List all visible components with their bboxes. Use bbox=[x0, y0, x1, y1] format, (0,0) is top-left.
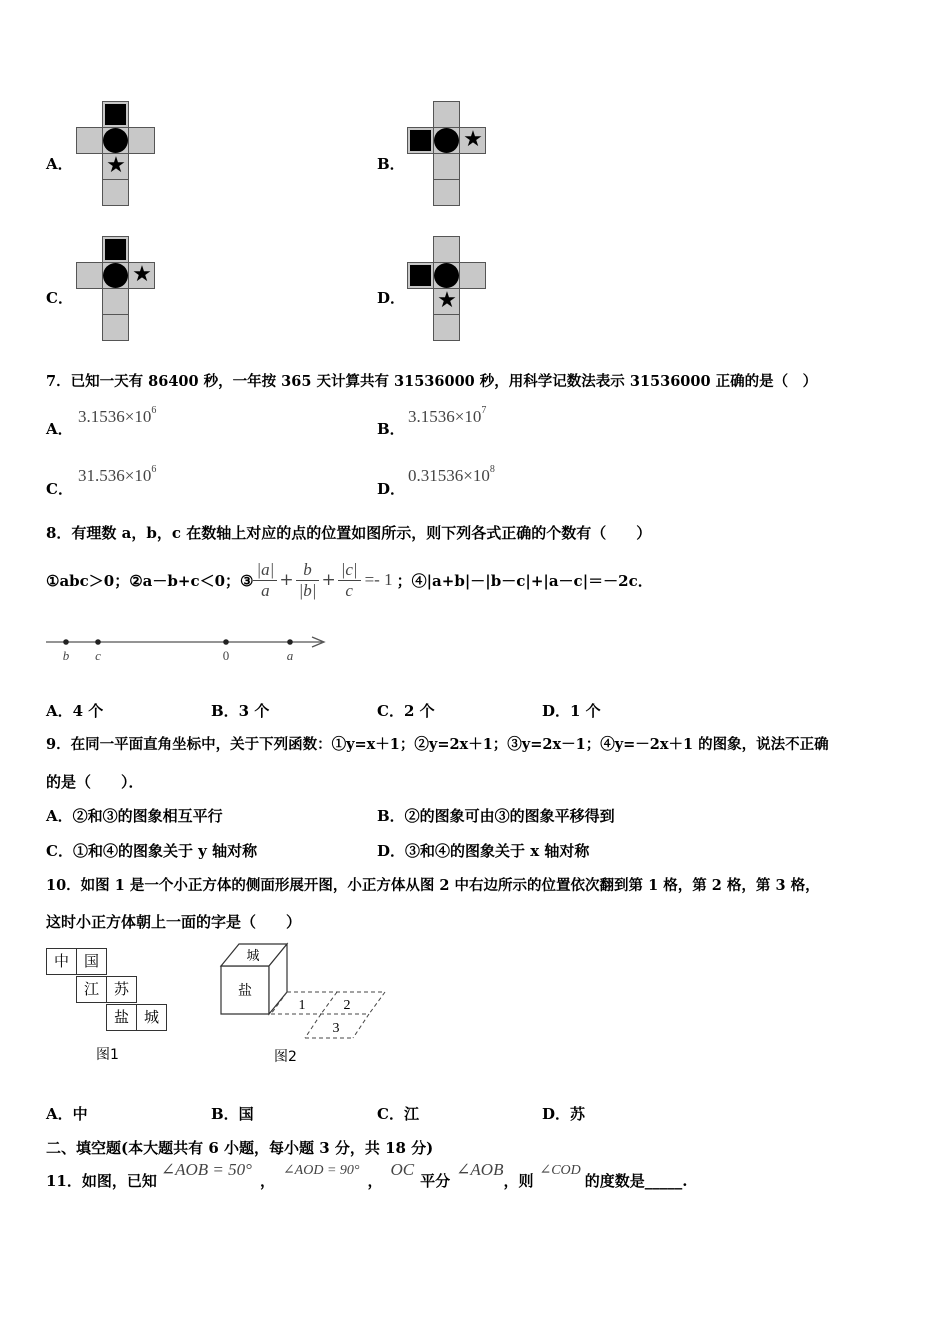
q9-stem-line2: 的是（ ）． bbox=[46, 773, 144, 791]
star-icon: ★ bbox=[132, 262, 152, 287]
net-cell: 江 bbox=[76, 976, 107, 1003]
axis-label-0: 0 bbox=[222, 648, 230, 663]
q10-option-a: A．中 bbox=[46, 1105, 88, 1123]
q7-option-c-label: C． bbox=[46, 480, 73, 498]
q10-option-c: C．江 bbox=[377, 1105, 419, 1123]
q8-part1: ①abc＞0；②a－b+c＜0；③ bbox=[46, 571, 254, 590]
q7-stem: 7．已知一天有 86400 秒，一年按 365 天计算共有 31536000 秒，用科学记数法表示 31536000 正确的是（ ） bbox=[46, 373, 818, 390]
q11-angle-cod: ∠COD bbox=[539, 1162, 581, 1178]
q11-oc: OC bbox=[390, 1160, 415, 1179]
cube-front-char: 盐 bbox=[238, 983, 252, 999]
square-icon bbox=[105, 104, 126, 125]
q8-frac2: $\frac{b}{|b|}$ bbox=[296, 560, 320, 601]
q10-stem-line2: 这时小正方体朝上一面的字是（ ） bbox=[46, 913, 302, 931]
q11-prefix: 11．如图，已知 bbox=[46, 1171, 157, 1190]
fig2-caption: 图2 bbox=[274, 1049, 297, 1065]
q7-option-c-value: $31.536\times 10^6$ bbox=[78, 464, 157, 485]
q11-angle-aob: ∠AOB bbox=[456, 1160, 504, 1179]
star-icon: ★ bbox=[106, 153, 126, 178]
q10-option-b: B．国 bbox=[211, 1105, 254, 1123]
circle-icon bbox=[434, 263, 459, 288]
q6-option-a-label: A． bbox=[46, 155, 73, 173]
grid-number: 2 bbox=[343, 998, 351, 1013]
q8-frac1: $\frac{|a|}{a}$ bbox=[253, 560, 277, 601]
q6-option-d-label: D． bbox=[377, 289, 406, 307]
star-icon: ★ bbox=[463, 127, 483, 152]
square-icon bbox=[105, 239, 126, 260]
q9-option-b: B．②的图象可由③的图象平移得到 bbox=[377, 807, 615, 825]
q10-option-d: D．苏 bbox=[542, 1105, 586, 1123]
q9-option-a: A．②和③的图象相互平行 bbox=[46, 807, 223, 825]
circle-icon bbox=[434, 128, 459, 153]
q7-option-b-label: B． bbox=[377, 420, 405, 438]
q8-option-b: B．3 个 bbox=[211, 702, 270, 720]
net-cell: 国 bbox=[76, 948, 107, 975]
axis-point-b bbox=[63, 639, 69, 645]
circle-icon bbox=[103, 263, 128, 288]
net-cell: 盐 bbox=[106, 1004, 137, 1031]
q9-option-c: C．①和④的图象关于 y 轴对称 bbox=[46, 842, 258, 860]
axis-point-0 bbox=[223, 639, 229, 645]
q7-option-d-label: D． bbox=[377, 480, 406, 498]
q8-part2: ；④|a+b|－|b－c|+|a－c|＝－2c． bbox=[396, 571, 653, 590]
q8-number-line bbox=[40, 628, 340, 668]
q6-option-b-label: B． bbox=[377, 155, 405, 173]
axis-label-b: b bbox=[62, 648, 70, 663]
q6-option-c-net bbox=[76, 236, 156, 342]
q6-option-a-net bbox=[76, 101, 156, 207]
section2-title: 二、填空题(本大题共有 6 小题，每小题 3 分，共 18 分) bbox=[46, 1139, 434, 1157]
dashed-grid bbox=[271, 992, 385, 1038]
q6-option-c-label: C． bbox=[46, 289, 73, 307]
cube-top-char: 城 bbox=[246, 949, 260, 964]
fig1-caption: 图1 bbox=[96, 1047, 119, 1063]
q10-figure1 bbox=[46, 948, 166, 1068]
q11-suffix: 的度数是_____. bbox=[584, 1171, 688, 1190]
grid-number: 1 bbox=[298, 998, 306, 1013]
axis-point-a bbox=[287, 639, 293, 645]
q6-option-b-net bbox=[407, 101, 487, 207]
square-icon bbox=[410, 265, 431, 286]
net-cell: 中 bbox=[46, 948, 77, 975]
q7-option-d-value: $0.31536\times 10^8$ bbox=[408, 464, 495, 485]
q11-angle-aod-90: ∠AOD = 90° bbox=[282, 1162, 360, 1178]
q8-stem: 8．有理数 a，b，c 在数轴上对应的点的位置如图所示，则下列各式正确的个数有（ ） bbox=[46, 524, 652, 542]
circle-icon bbox=[103, 128, 128, 153]
axis-label-a: a bbox=[286, 648, 294, 663]
axis-label-c: c bbox=[95, 648, 101, 663]
q8-frac3: $\frac{|c|}{c}$ bbox=[338, 560, 361, 601]
q6-option-d-net bbox=[407, 236, 487, 342]
star-icon: ★ bbox=[437, 288, 457, 313]
q8-statements: ①abc＞0；②a－b+c＜0；③ $\frac{|a|}{a}$ + $\frac{b}{|b|}$ + $\frac{|c|}{c}$ =- 1 ；④|a+b|－|b－c|+|a－c|＝－2c． bbox=[46, 559, 653, 600]
q10-figure2 bbox=[215, 938, 395, 1048]
q8-option-d: D．1 个 bbox=[542, 702, 601, 720]
square-icon bbox=[410, 130, 431, 151]
q9-option-d: D．③和④的图象关于 x 轴对称 bbox=[377, 842, 590, 860]
net-cell: 苏 bbox=[106, 976, 137, 1003]
q7-option-b-value: $3.1536\times 10^7$ bbox=[408, 405, 487, 426]
q8-option-c: C．2 个 bbox=[377, 702, 435, 720]
q7-option-a-value: $3.1536\times 10^6$ bbox=[78, 405, 157, 426]
q10-stem-line1: 10．如图 1 是一个小正方体的侧面形展开图，小正方体从图 2 中右边所示的位置依次翻到第 1 格，第 2 格，第 3 格， bbox=[46, 877, 820, 894]
q11-line: 11．如图，已知 ∠AOB = 50° ， ∠AOD = 90° ， OC 平分 ∠AOB ，则 ∠COD 的度数是_____. bbox=[46, 1160, 688, 1190]
q8-equals: =- 1 bbox=[364, 570, 393, 589]
net-cell: 城 bbox=[136, 1004, 167, 1031]
grid-number: 3 bbox=[332, 1021, 340, 1036]
axis-point-c bbox=[95, 639, 101, 645]
q7-option-a-label: A． bbox=[46, 420, 73, 438]
q9-stem-line1: 9．在同一平面直角坐标中，关于下列函数：①y=x＋1；②y=2x＋1；③y=2x－1；④y=－2x＋1 的图象，说法不正确 bbox=[46, 736, 829, 753]
q8-option-a: A．4 个 bbox=[46, 702, 104, 720]
q11-angle-aob-50: ∠AOB = 50° bbox=[160, 1160, 252, 1179]
